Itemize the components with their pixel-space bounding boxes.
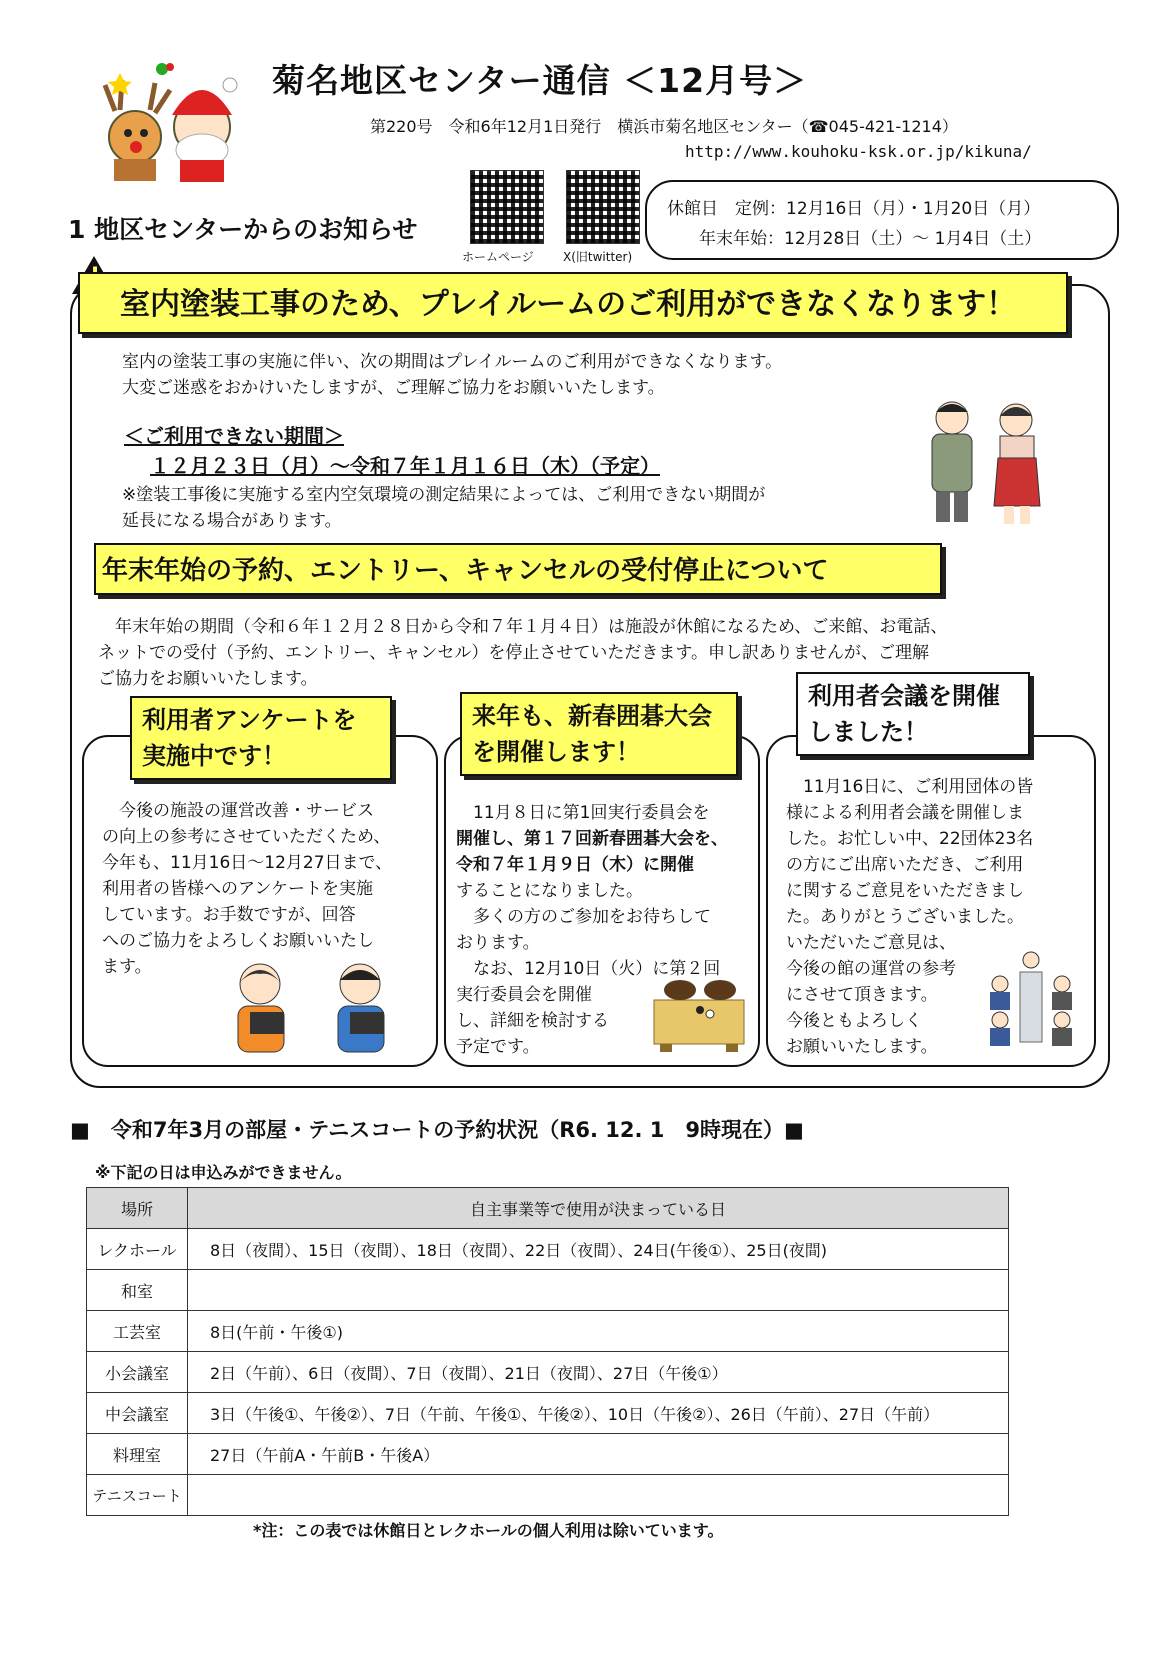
reserved-days bbox=[188, 1270, 1009, 1311]
newsletter-title: 菊名地区センター通信 ＜12月号＞ bbox=[272, 61, 808, 100]
reserved-days: 27日（午前A・午前B・午後A） bbox=[188, 1434, 1009, 1475]
table-row bbox=[87, 1475, 1009, 1516]
homepage-qr-label: ホームページ bbox=[462, 250, 534, 264]
notice-banner-newyear: 年末年始の予約、エントリー、キャンセルの受付停止について bbox=[94, 543, 942, 595]
notice1-note-1: ※塗装工事後に実施する室内空気環境の測定結果によっては、ご利用できない期間が bbox=[122, 485, 766, 505]
column-header-days: 自主事業等で使用が決まっている日 bbox=[188, 1188, 1009, 1229]
twitter-qr-code[interactable] bbox=[566, 170, 640, 244]
meeting-people-illustration bbox=[986, 950, 1076, 1050]
table-row bbox=[87, 1270, 1009, 1311]
room-name: レクホール bbox=[87, 1229, 188, 1270]
card-user-meeting-title-line2: しました！ bbox=[808, 718, 928, 746]
notice2-paragraph-2: ネットでの受付（予約、エントリー、キャンセル）を停止させていただきます。申し訳ありませんが、ご理解 bbox=[98, 643, 929, 663]
notice1-paragraph-2: 大変ご迷惑をおかけいたしますが、ご理解ご協力をお願いいたします。 bbox=[122, 378, 665, 398]
card-survey-body: 今後の施設の運営改善・サービス の向上の参考にさせていただくため、 今年も、11月16日～12月27日まで、 利用者の皆様へのアンケートを実施 しています。お手数ですが、回答 へのご協力をよろしくお願いいたし ます。 bbox=[102, 801, 393, 977]
table-row bbox=[87, 1229, 1009, 1270]
column-header-place: 場所 bbox=[87, 1188, 188, 1229]
reservation-table bbox=[86, 1187, 1009, 1516]
closed-days-regular: 休館日 定例：12月16日（月）・1月20日（月） bbox=[667, 199, 1041, 219]
reserved-days bbox=[188, 1475, 1009, 1516]
room-name: 中会議室 bbox=[87, 1393, 188, 1434]
twitter-qr-label: X(旧twitter) bbox=[563, 250, 633, 264]
room-name: 小会議室 bbox=[87, 1352, 188, 1393]
christmas-illustration bbox=[100, 55, 250, 185]
table-header-row bbox=[87, 1188, 1009, 1229]
survey-people-illustration bbox=[220, 960, 410, 1056]
room-name: テニスコート bbox=[87, 1475, 188, 1516]
reservation-subnote: ※下記の日は申込みができません。 bbox=[95, 1163, 352, 1182]
room-name: 和室 bbox=[87, 1270, 188, 1311]
room-name: 工芸室 bbox=[87, 1311, 188, 1352]
notice1-paragraph-1: 室内の塗装工事の実施に伴い、次の期間はプレイルームのご利用ができなくなります。 bbox=[122, 352, 783, 372]
issue-info: 第220号 令和6年12月1日発行 横浜市菊名地区センター（☎045-421-1214） bbox=[370, 117, 958, 136]
table-row bbox=[87, 1393, 1009, 1434]
apology-staff-illustration bbox=[920, 398, 1050, 528]
card-user-meeting-body: 11月16日に、ご利用団体の皆 様による利用者会議を開催しま した。お忙しい中、22団体23名 の方にご出席いただき、ご利用 に関するご意見をいただきまし た。ありがとうございました。 いただいたご意見は、 今後の館の運営の参考 にさせて頂きます。 今後ともよろしく お願いいたします。 bbox=[786, 777, 1034, 1057]
closed-days-box bbox=[645, 180, 1119, 260]
card-user-meeting-title bbox=[796, 672, 1030, 756]
card-go-tournament-title-line1: 来年も、新春囲碁大会 bbox=[472, 702, 712, 730]
closed-days-newyear: 年末年始：12月28日（土）～ 1月4日（土） bbox=[699, 229, 1042, 249]
notice2-paragraph-3: ご協力をお願いいたします。 bbox=[98, 669, 318, 689]
unavailable-period-label: ＜ご利用できない期間＞ bbox=[124, 424, 344, 448]
go-board-illustration bbox=[650, 970, 750, 1055]
card-survey-title bbox=[130, 696, 392, 780]
notice2-paragraph-1: 年末年始の期間（令和６年１２月２８日から令和７年１月４日）は施設が休館になるため、ご来館、お電話、 bbox=[98, 617, 948, 637]
table-footnote: *注：この表では休館日とレクホールの個人利用は除いています。 bbox=[253, 1521, 724, 1540]
card-go-tournament-title-line2: を開催します！ bbox=[472, 738, 640, 766]
homepage-qr-code[interactable] bbox=[470, 170, 544, 244]
card-survey-title-line2: 実施中です！ bbox=[142, 742, 286, 770]
unavailable-period: １２月２３日（月）～令和７年１月１６日（木）（予定） bbox=[150, 454, 660, 478]
reserved-days: 3日（午後①、午後②）、7日（午前、午後①、午後②）、10日（午後②）、26日（午前）、27日（午前） bbox=[188, 1393, 1009, 1434]
section-heading: 1 地区センターからのお知らせ bbox=[68, 215, 418, 244]
table-row bbox=[87, 1352, 1009, 1393]
website-link[interactable]: http://www.kouhoku-ksk.or.jp/kikuna/ bbox=[685, 142, 1032, 161]
card-go-tournament-body: 11月８日に第1回実行委員会を 開催し、第１７回新春囲碁大会を、 令和７年１月９日（木）に開催 することになりました。 多くの方のご参加をお待ちして おります。 なお、12月10日（火）に第２回 実行委員会を開催 し、詳細を検討する 予定です。 bbox=[456, 803, 728, 1057]
table-row bbox=[87, 1311, 1009, 1352]
room-name: 料理室 bbox=[87, 1434, 188, 1475]
reserved-days: 8日(午前・午後①) bbox=[188, 1311, 1009, 1352]
card-go-tournament-title bbox=[460, 692, 738, 776]
reserved-days: 8日（夜間）、15日（夜間）、18日（夜間）、22日（夜間）、24日(午後①）、25日(夜間) bbox=[188, 1229, 1009, 1270]
reserved-days: 2日（午前）、6日（夜間）、7日（夜間）、21日（夜間）、27日（午後①） bbox=[188, 1352, 1009, 1393]
reservation-heading: ■ 令和7年3月の部屋・テニスコートの予約状況（R6. 12. 1 9時現在）■ bbox=[70, 1118, 804, 1142]
card-survey-title-line1: 利用者アンケートを bbox=[142, 706, 357, 734]
notice-banner-painting: 室内塗装工事のため、プレイルームのご利用ができなくなります！ bbox=[78, 272, 1068, 334]
card-user-meeting-title-line1: 利用者会議を開催 bbox=[808, 682, 1000, 710]
notice1-note-2: 延長になる場合があります。 bbox=[122, 511, 342, 531]
table-row bbox=[87, 1434, 1009, 1475]
